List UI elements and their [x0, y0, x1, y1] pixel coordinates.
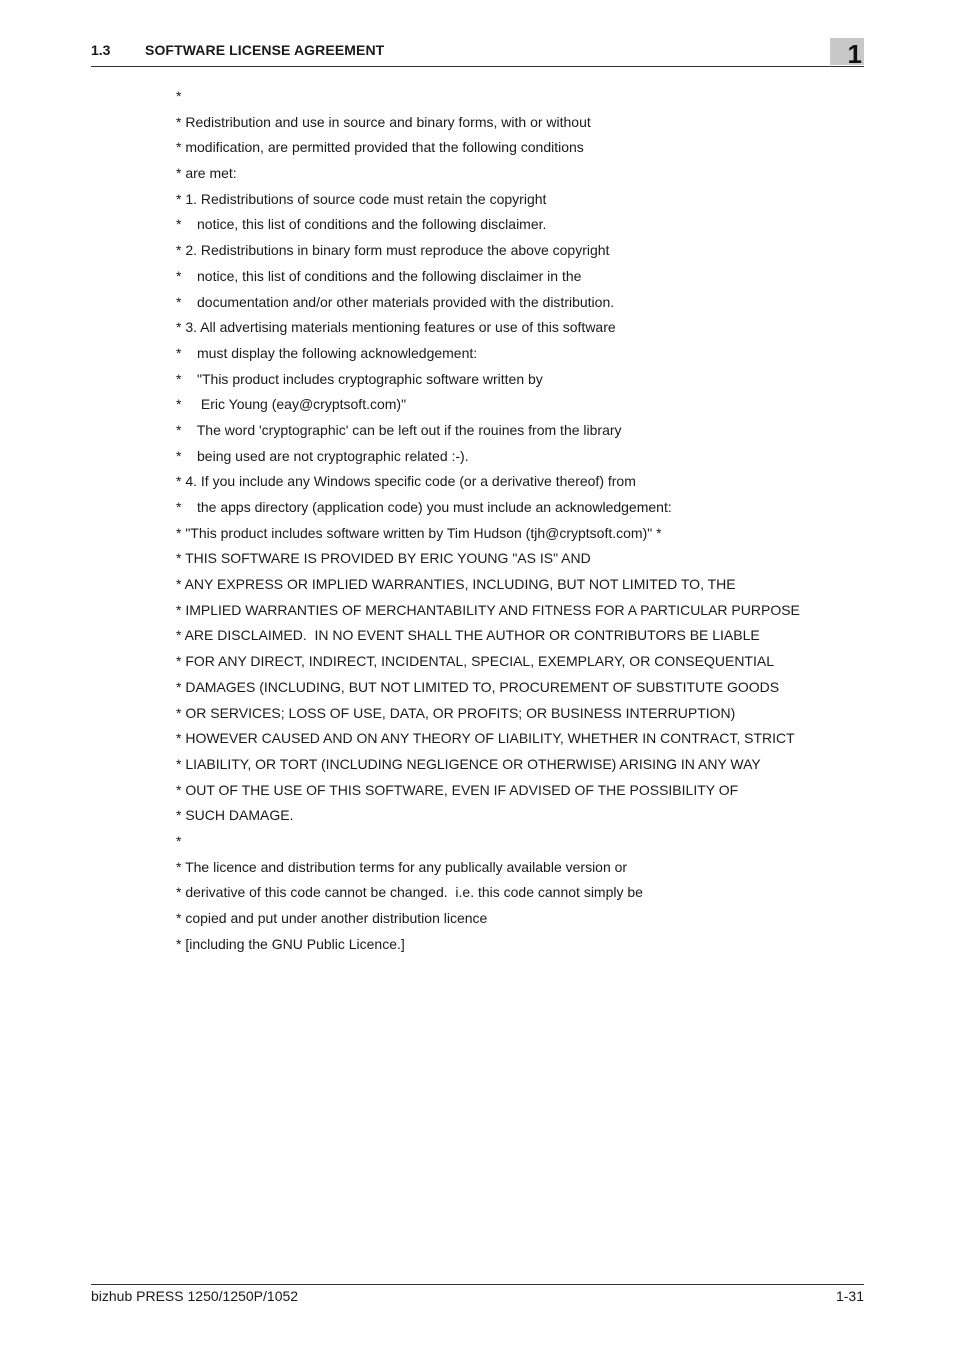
license-text-line: * 4. If you include any Windows specific code (or a derivative thereof) from: [176, 473, 636, 490]
license-text-line: * ARE DISCLAIMED. IN NO EVENT SHALL THE AUTHOR OR CONTRIBUTORS BE LIABLE: [176, 627, 760, 644]
license-text-line: * modification, are permitted provided that the following conditions: [176, 139, 584, 156]
license-text-line: * IMPLIED WARRANTIES OF MERCHANTABILITY AND FITNESS FOR A PARTICULAR PURPOSE: [176, 601, 800, 618]
license-text-line: * DAMAGES (INCLUDING, BUT NOT LIMITED TO, PROCUREMENT OF SUBSTITUTE GOODS: [176, 678, 780, 695]
license-text-line: * must display the following acknowledgement:: [176, 344, 478, 361]
license-text-line: * 2. Redistributions in binary form must reproduce the above copyright: [176, 242, 610, 259]
license-text-line: * ANY EXPRESS OR IMPLIED WARRANTIES, INCLUDING, BUT NOT LIMITED TO, THE: [176, 576, 736, 593]
license-text-line: * copied and put under another distribution licence: [176, 910, 488, 926]
license-text-line: * 1. Redistributions of source code must retain the copyright: [176, 190, 547, 207]
license-text-line: * SUCH DAMAGE.: [176, 807, 294, 824]
license-text-line: * being used are not cryptographic related :-).: [176, 447, 469, 464]
license-text-line: * HOWEVER CAUSED AND ON ANY THEORY OF LIABILITY, WHETHER IN CONTRACT, STRICT: [176, 730, 795, 747]
license-text-line: * [including the GNU Public Licence.]: [176, 935, 405, 952]
license-text-line: * FOR ANY DIRECT, INDIRECT, INCIDENTAL, SPECIAL, EXEMPLARY, OR CONSEQUENTIAL: [176, 653, 774, 670]
license-text-line: * OUT OF THE USE OF THIS SOFTWARE, EVEN IF ADVISED OF THE POSSIBILITY OF: [176, 781, 739, 798]
page-header: [91, 40, 864, 67]
footer-product-name: bizhub PRESS 1250/1250P/1052: [91, 1288, 299, 1304]
license-text-line: * notice, this list of conditions and the following disclaimer in the: [176, 267, 582, 284]
chapter-number: 1: [847, 39, 862, 69]
license-text-line: * derivative of this code cannot be changed. i.e. this code cannot simply be: [176, 884, 643, 901]
license-text-line: * 3. All advertising materials mentioning features or use of this software: [176, 319, 616, 336]
page-footer: [91, 1284, 864, 1304]
section-number: 1.3: [91, 42, 111, 58]
license-text-line: * The licence and distribution terms for any publically available version or: [176, 858, 628, 875]
license-text-line: *: [176, 88, 182, 104]
license-text-line: * LIABILITY, OR TORT (INCLUDING NEGLIGENCE OR OTHERWISE) ARISING IN ANY WAY: [176, 755, 761, 772]
license-text-line: *: [176, 832, 182, 849]
license-text-line: * OR SERVICES; LOSS OF USE, DATA, OR PROFITS; OR BUSINESS INTERRUPTION): [176, 704, 736, 721]
license-text-line: * are met:: [176, 165, 237, 182]
license-text-line: * Eric Young (eay@cryptsoft.com)": [176, 396, 407, 413]
license-text-body: [176, 84, 856, 957]
license-text-line: * the apps directory (application code) you must include an acknowledgement:: [176, 499, 672, 515]
license-text-line: * Redistribution and use in source and binary forms, with or without: [176, 113, 591, 130]
license-text-line: * "This product includes software written by Tim Hudson (tjh@cryptsoft.com)" *: [176, 524, 662, 541]
license-text-line: * notice, this list of conditions and the following disclaimer.: [176, 216, 547, 233]
license-text-line: * documentation and/or other materials provided with the distribution.: [176, 293, 615, 310]
license-text-line: * "This product includes cryptographic software written by: [176, 370, 543, 387]
license-text-line: * THIS SOFTWARE IS PROVIDED BY ERIC YOUNG "AS IS" AND: [176, 550, 591, 567]
license-text-line: * The word 'cryptographic' can be left out if the rouines from the library: [176, 421, 622, 438]
footer-page-number: 1-31: [835, 1288, 864, 1304]
section-title: SOFTWARE LICENSE AGREEMENT: [145, 42, 385, 58]
